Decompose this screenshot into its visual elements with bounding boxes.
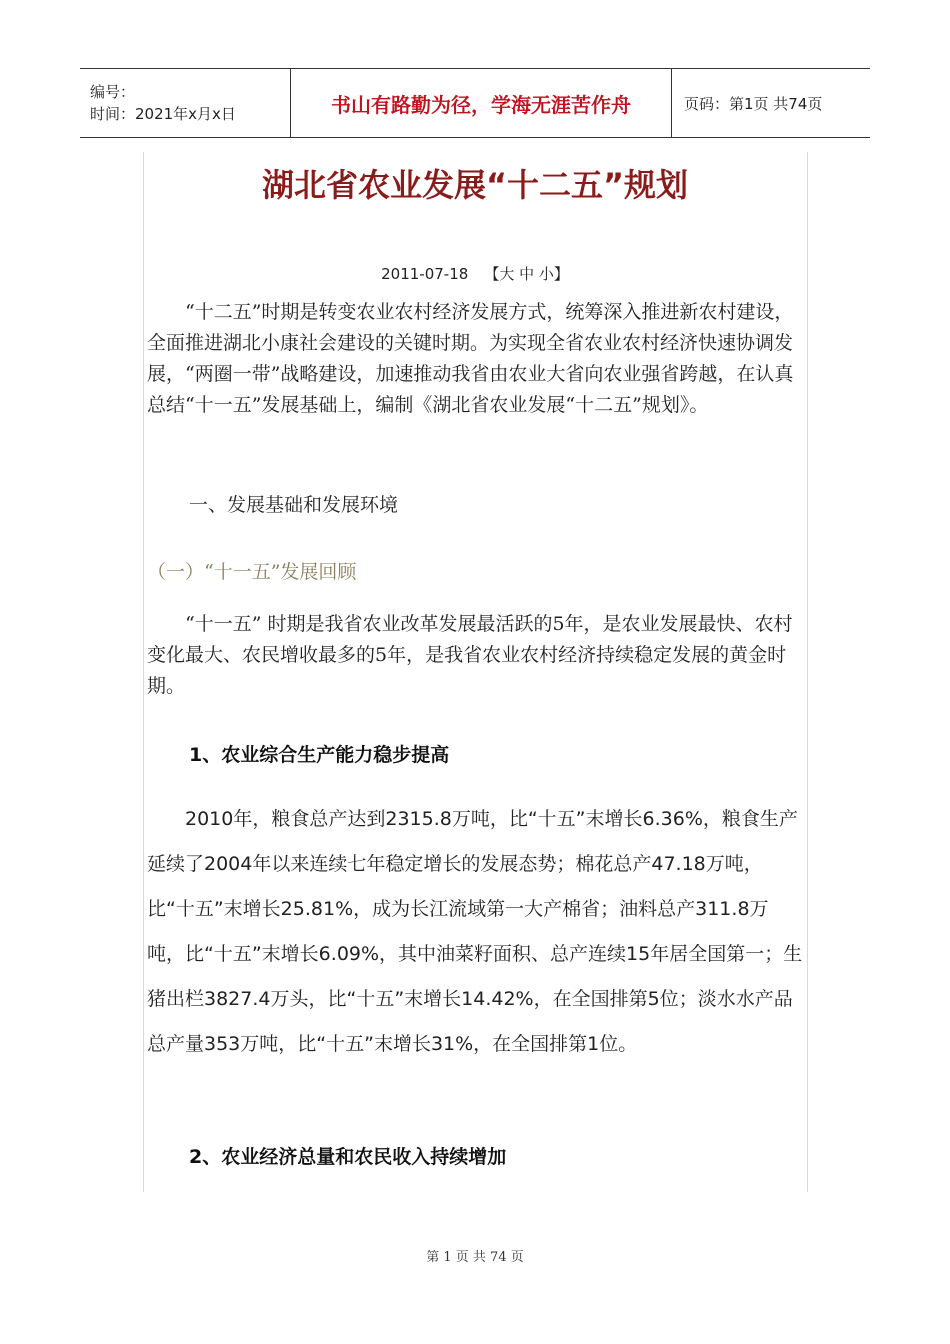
page-footer: 第 1 页 共 74 页 [426,1250,524,1265]
point1-heading: 1、农业综合生产能力稳步提高 [189,744,450,766]
point2-heading: 2、农业经济总量和农民收入持续增加 [189,1146,507,1168]
intro-paragraph: “十二五”时期是转变农业农村经济发展方式，统筹深入推进新农村建设，全面推进湖北小康社会建设的关键时期。为实现全省农业农村经济快速协调发展，“两圈一带”战略建设，加速推动我省由农业大省向农业强省跨越，在认真总结“十一五”发展基础上，编制《湖北省农业发展“十二五”规划》。 [147,301,794,416]
motto-cell [291,69,672,137]
point1-title-block [147,740,803,767]
serial-label: 编号： [90,83,136,101]
review-paragraph: “十一五” 时期是我省农业改革发展最活跃的5年，是农业发展最快、农村变化最大、农民增收最多的5年，是我省农业农村经济持续稳定发展的黄金时期。 [147,613,793,697]
section1-block [147,490,803,517]
document-title: 湖北省农业发展“十二五”规划 [261,166,689,204]
intro-block [147,297,803,421]
publish-date: 2011-07-18 [381,265,469,283]
point1-para-block [147,797,803,1067]
point1-paragraph: 2010年，粮食总产达到2315.8万吨，比“十五”末增长6.36%，粮食生产延续了2004年以来连续七年稳定增长的发展态势；棉花总产47.18万吨，比“十五”末增长25.81%，成为长江流域第一大产棉省；油料总产311.8万吨，比“十五”末增长6.09%，其中油菜籽面积、总产连续15年居全国第一；生猪出栏3827.4万头，比“十五”末增长14.42%，在全国排第5位；淡水水产品总产量353万吨，比“十五”末增长31%，在全国排第1位。 [147,808,803,1055]
subsection-heading: （一）“十一五”发展回顾 [147,561,357,583]
font-size-selector[interactable]: 【大 中 小】 [484,265,569,283]
time-label: 时间：2021年x月x日 [90,105,236,123]
header-meta-cell [80,69,291,137]
date-line [0,263,950,284]
header-table [80,68,870,138]
review-block [147,609,803,702]
point2-title-block [147,1142,803,1169]
page-info-cell [672,69,870,137]
subsection1-block [147,557,803,584]
section-heading: 一、发展基础和发展环境 [189,494,399,516]
motto-text: 书山有路勤为径，学海无涯苦作舟 [331,92,631,117]
page-info-text: 页码：第1页 共74页 [684,94,823,113]
